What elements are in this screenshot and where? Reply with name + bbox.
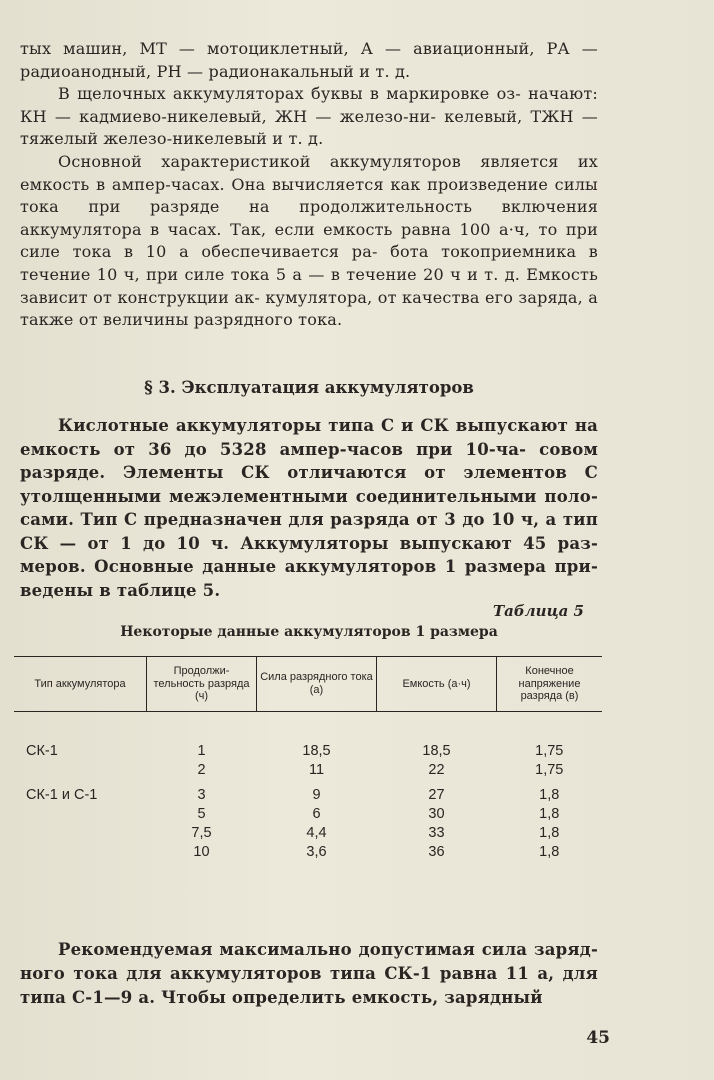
text-line: произведение силы тока при разряде на продолжительность <box>20 174 598 217</box>
text-line: совом разряде. Элементы СК отличаются от элементов С <box>20 439 598 482</box>
cell-type: СК-1 <box>26 742 58 759</box>
cell-value: 1,8 <box>539 805 560 822</box>
text-line: В щелочных аккумуляторах буквы в маркировке оз- <box>58 84 521 104</box>
text-line: тип СК — от 1 до 10 ч. Аккумуляторы выпускают 45 раз- <box>20 510 598 553</box>
header-current: Сила разрядного тока (а) <box>257 657 377 712</box>
paragraph-charging-current <box>20 938 598 1010</box>
cell-value: 7,5 <box>191 824 212 841</box>
cell-value: 11 <box>308 761 325 778</box>
cell-value: 5 <box>197 805 206 822</box>
cell-value: 1,8 <box>539 843 560 860</box>
header-capacity: Емкость (а·ч) <box>377 657 497 712</box>
cell-type: СК-1 и С-1 <box>26 786 98 803</box>
cell-value: 3 <box>197 786 206 803</box>
text-line: в течение 20 ч и т. д. Емкость зависит от конструкции ак- <box>20 264 598 307</box>
text-line: утолщенными межэлементными соединительными поло- <box>20 486 598 506</box>
table-caption: Некоторые данные аккумуляторов 1 размера <box>120 624 498 640</box>
cell-duration <box>147 711 257 780</box>
intro-text <box>20 38 598 332</box>
cell-current <box>257 780 377 862</box>
text-line: включения аккумулятора в часах. Так, если емкость <box>20 197 598 239</box>
paragraph-alkaline-marking <box>20 83 598 151</box>
table-row <box>14 780 602 862</box>
cell-value: 1,8 <box>539 786 560 803</box>
text-line: ного тока для аккумуляторов типа СК-1 равна 11 а, <box>20 964 555 983</box>
cell-value: 18,5 <box>302 742 331 759</box>
charging-current-text <box>20 938 598 1010</box>
text-line: бота токоприемника в течение 10 ч, при силе тока 5 а — <box>20 242 599 284</box>
cell-value: 18,5 <box>422 742 451 759</box>
table-number-label: Таблица 5 <box>492 602 584 620</box>
cell-value: 1,75 <box>535 742 564 759</box>
text-line: выпускают на емкость от 36 до 5328 ампер-часов при 10-ча- <box>20 416 598 459</box>
cell-voltage <box>497 780 603 862</box>
cell-value: 2 <box>197 761 206 778</box>
table-header-row <box>14 657 602 712</box>
paragraph-marking-types <box>20 38 598 83</box>
cell-value: 1,8 <box>539 824 560 841</box>
text-line: их емкость в ампер-часах. Она вычисляется как <box>20 151 598 194</box>
text-line: Рекомендуемая максимально допустимая сила заряд- <box>58 940 598 959</box>
cell-capacity <box>377 711 497 780</box>
cell-capacity <box>377 780 497 862</box>
paragraph-acid-batteries <box>20 414 598 602</box>
text-line: Кислотные аккумуляторы типа С и СК <box>58 416 449 435</box>
text-line: начают: КН — кадмиево-никелевый, ЖН — железо-ни- <box>20 84 598 126</box>
header-duration: Продолжи-тельность разряда (ч) <box>147 657 257 712</box>
table-row <box>14 711 602 780</box>
cell-value: 1,75 <box>535 761 564 778</box>
text-line: меров. Основные данные аккумуляторов 1 размера при- <box>20 557 598 576</box>
cell-value: 3,6 <box>306 843 327 860</box>
cell-value: 10 <box>193 843 210 860</box>
text-line: равна 100 а·ч, то при силе тока в 10 а обеспечивается ра- <box>20 219 598 262</box>
text-line: тых машин, МТ — мотоциклетный, А — авиационный, <box>20 39 535 58</box>
section-heading: § 3. Эксплуатация аккумуляторов <box>144 378 474 397</box>
cell-value: 9 <box>312 786 321 803</box>
text-line: Основной характеристикой аккумуляторов является <box>58 151 559 171</box>
cell-value: 27 <box>428 786 445 803</box>
text-line: разрядного тока. <box>193 310 343 330</box>
cell-value: 4,4 <box>306 824 327 841</box>
text-line: келевый, ТЖН — тяжелый железо-никелевый и т. д. <box>20 106 598 149</box>
battery-data-table <box>14 656 602 862</box>
cell-value: 6 <box>312 805 321 822</box>
text-line: РА — радиоанодный, РН — радионакальный и т. д. <box>20 39 598 81</box>
cell-value: 33 <box>428 824 445 841</box>
header-voltage: Конечное напряжение разряда (в) <box>497 657 603 712</box>
cell-voltage <box>497 711 603 780</box>
text-line: для типа С-1—9 а. Чтобы определить емкость, зарядный <box>20 964 598 1007</box>
cell-value: 30 <box>428 805 445 822</box>
text-line: ведены в таблице 5. <box>20 580 221 600</box>
cell-value: 22 <box>428 761 445 778</box>
page-number: 45 <box>586 1028 610 1048</box>
cell-value: 1 <box>197 742 206 759</box>
header-type: Тип аккумулятора <box>14 657 147 712</box>
cell-current <box>257 711 377 780</box>
paragraph-capacity <box>20 151 598 332</box>
cell-duration <box>147 780 257 862</box>
cell-value: 36 <box>428 843 445 860</box>
text-line: сами. Тип С предназначен для разряда от 3 до 10 ч, а <box>20 510 557 529</box>
text-line: кумулятора, от качества его заряда, а также от величины <box>20 287 598 330</box>
acid-batteries-text <box>20 414 598 602</box>
